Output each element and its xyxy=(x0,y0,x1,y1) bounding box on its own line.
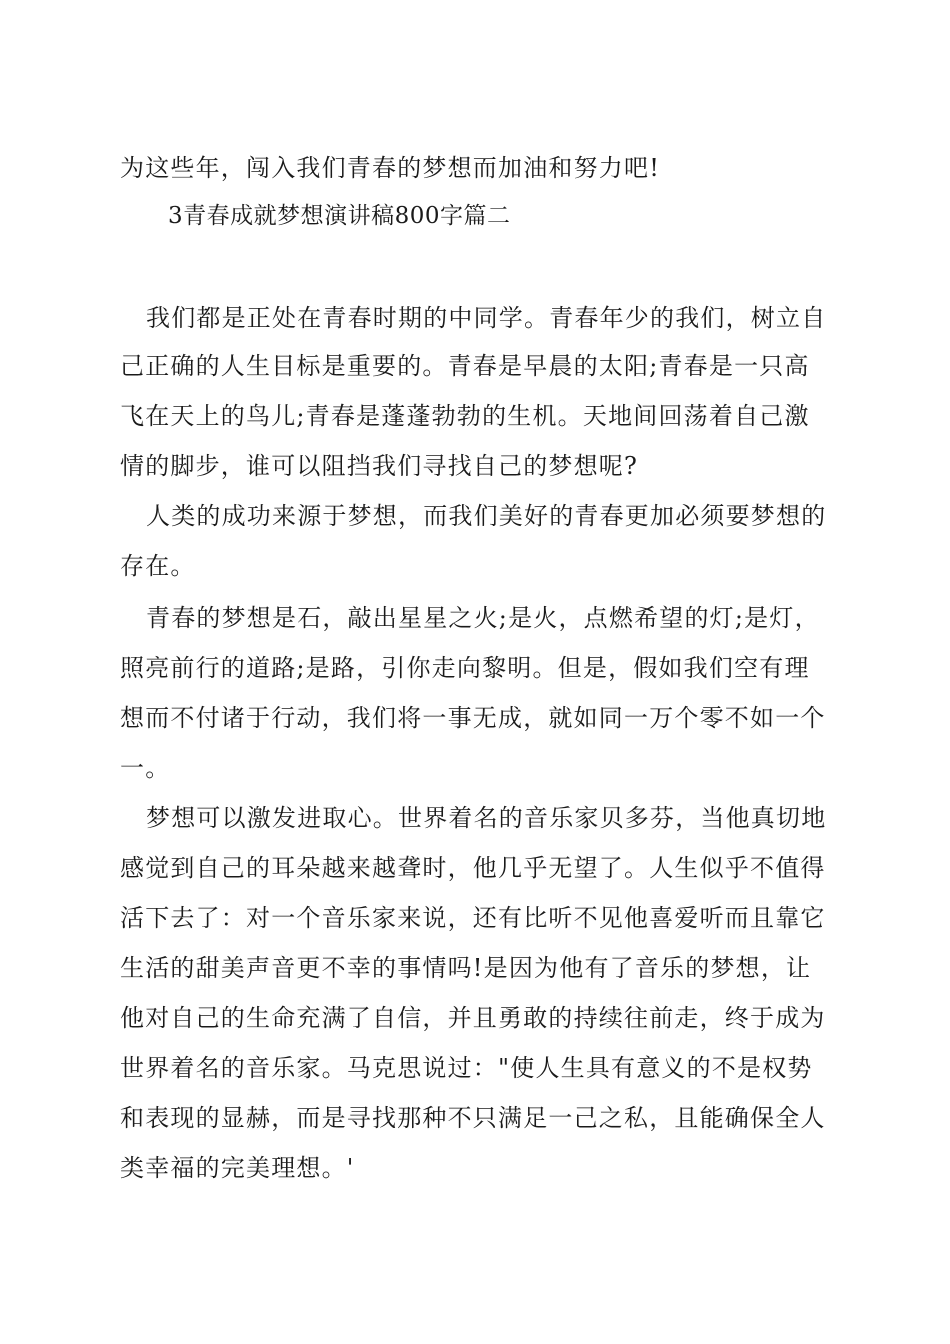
text-line: 为这些年，闯入我们青春的梦想而加油和努力吧! xyxy=(120,154,661,182)
text-line: 青春的梦想是石，敲出星星之火;是火，点燃希望的灯;是灯， xyxy=(146,604,820,632)
text-line: 存在。 xyxy=(120,552,196,580)
text-line: 类幸福的完美理想。' xyxy=(120,1154,355,1182)
text-line: 人类的成功来源于梦想，而我们美好的青春更加必须要梦想的 xyxy=(146,502,827,530)
text-line: 感觉到自己的耳朵越来越聋时，他几乎无望了。人生似乎不值得 xyxy=(120,854,826,882)
text-line: 我们都是正处在青春时期的中同学。青春年少的我们，树立自 xyxy=(146,304,827,332)
text-line: 生活的甜美声音更不幸的事情吗!是因为他有了音乐的梦想，让 xyxy=(120,954,812,982)
text-line: 想而不付诸于行动，我们将一事无成，就如同一万个零不如一个 xyxy=(120,704,826,732)
text-line: 他对自己的生命充满了自信，并且勇敢的持续往前走，终于成为 xyxy=(120,1004,826,1032)
text-line: 世界着名的音乐家。马克思说过："使人生具有意义的不是权势 xyxy=(120,1054,813,1082)
text-line: 一。 xyxy=(120,754,171,782)
section-heading: 3青春成就梦想演讲稿800字篇二 xyxy=(168,203,511,229)
text-line: 梦想可以激发进取心。世界着名的音乐家贝多芬，当他真切地 xyxy=(146,804,827,832)
text-line: 活下去了：对一个音乐家来说，还有比听不见他喜爱听而且靠它 xyxy=(120,904,826,932)
text-line: 己正确的人生目标是重要的。青春是早晨的太阳;青春是一只高 xyxy=(120,352,810,380)
text-line: 照亮前行的道路;是路，引你走向黎明。但是，假如我们空有理 xyxy=(120,654,810,682)
text-line: 情的脚步，谁可以阻挡我们寻找自己的梦想呢? xyxy=(120,452,639,480)
text-line: 和表现的显赫，而是寻找那种不只满足一己之私，且能确保全人 xyxy=(120,1104,826,1132)
text-line: 飞在天上的鸟儿;青春是蓬蓬勃勃的生机。天地间回荡着自己激 xyxy=(120,402,810,430)
